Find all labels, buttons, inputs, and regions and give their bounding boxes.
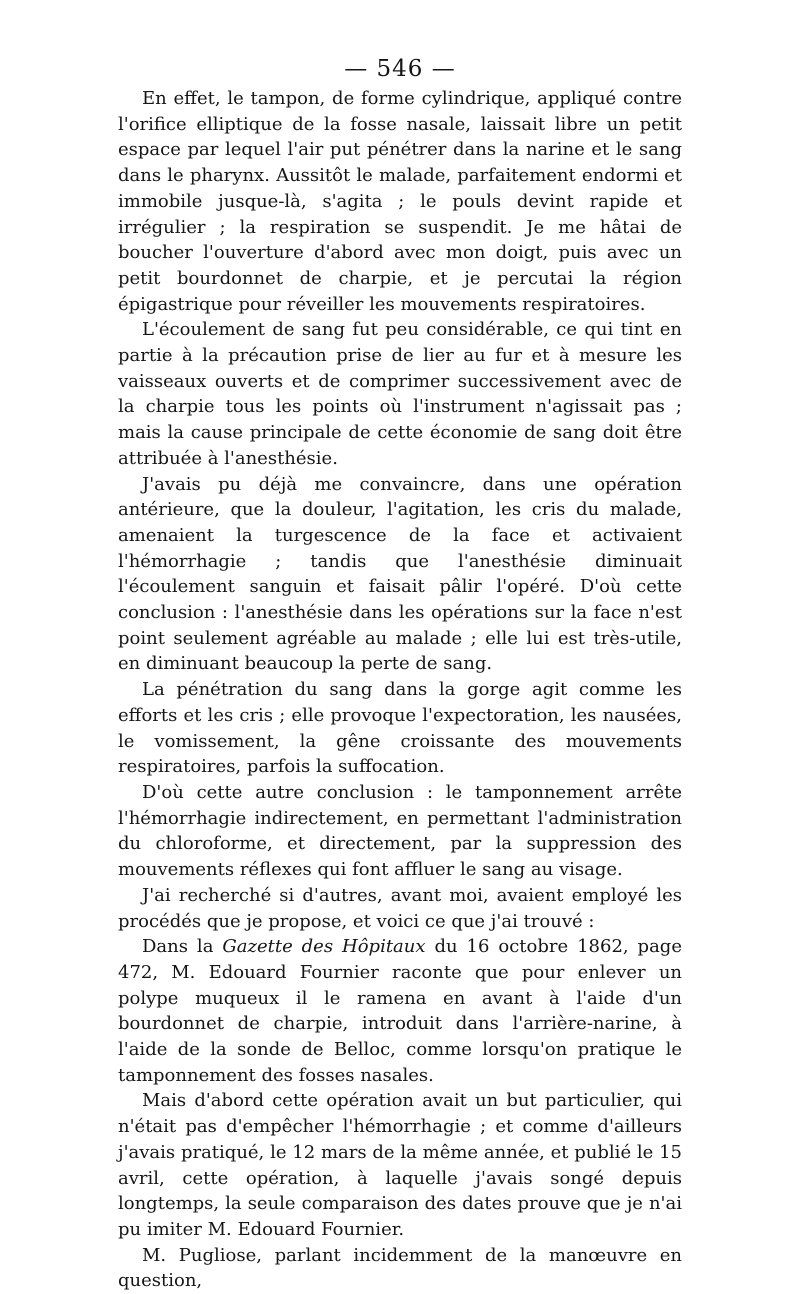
paragraph-7-after: du 16 octobre 1862, page 472, M. Edouard Fournier raconte que pour enlever un polype muqueux il le ramena en avant à l'aide d'un bourdonnet de charpie, introduit dans l'arrière-narine, à l'aide de la sonde de Belloc, comme lorsqu'on pratique le tamponnement des fosses nasales. <box>118 936 682 1086</box>
journal-title: Gazette des Hôpitaux <box>222 936 426 958</box>
paragraph-7 <box>118 934 682 1088</box>
body-text <box>118 86 682 1294</box>
paragraph-3: J'avais pu déjà me convaincre, dans une opération antérieure, que la douleur, l'agitation, les cris du malade, amenaient la turgescence de la face et activaient l'hémorrhagie ; tandis que l'anesthésie diminuait l'écoulement sanguin et faisait pâlir l'opéré. D'où cette conclusion : l'anesthésie dans les opérations sur la face n'est point seulement agréable au malade ; elle lui est très-utile, en diminuant beaucoup la perte de sang. <box>118 473 682 675</box>
paragraph-5: D'où cette autre conclusion : le tamponnement arrête l'hémorrhagie indirectement, en permettant l'administration du chloroforme, et directement, par la suppression des mouvements réflexes qui font affluer le sang au visage. <box>118 781 682 881</box>
paragraph-2: L'écoulement de sang fut peu considérable, ce qui tint en partie à la précaution prise de lier au fur et à mesure les vaisseaux ouverts et de comprimer successivement avec de la charpie tous les points où l'instrument n'agissait pas ; mais la cause principale de cette économie de sang doit être attribuée à l'anesthésie. <box>118 319 682 469</box>
paragraph-1: En effet, le tampon, de forme cylindrique, appliqué contre l'orifice elliptique de la fosse nasale, laissait libre un petit espace par lequel l'air put pénétrer dans la narine et le sang dans le pharynx. Aussitôt le malade, parfaitement endormi et immobile jusque-là, s'agita ; le pouls devint rapide et irrégulier ; la respiration se suspendit. Je me hâtai de boucher l'ouverture d'abord avec mon doigt, puis avec un petit bourdonnet de charpie, et je percutai la région épigastrique pour réveiller les mouvements respiratoires. <box>118 88 682 315</box>
paragraph-8: Mais d'abord cette opération avait un but particulier, qui n'était pas d'empêcher l'hémorrhagie ; et comme d'ailleurs j'avais pratiqué, le 12 mars de la même année, et publié le 15 avril, cette opération, à laquelle j'avais songé depuis longtemps, la seule comparaison des dates prouve que je n'ai pu imiter M. Edouard Fournier. <box>118 1090 682 1240</box>
paragraph-4: La pénétration du sang dans la gorge agit comme les efforts et les cris ; elle provoque l'expectoration, les nausées, le vomissement, la gêne croissante des mouvements respiratoires, parfois la suffocation. <box>118 679 682 778</box>
paragraph-6: J'ai recherché si d'autres, avant moi, avaient employé les procédés que je propose, et voici ce que j'ai trouvé : <box>118 884 682 932</box>
page-number: — 546 — <box>344 56 456 82</box>
paragraph-7-before: Dans la <box>142 936 223 958</box>
paragraph-9: M. Pugliose, parlant incidemment de la manœuvre en question, <box>118 1244 682 1292</box>
